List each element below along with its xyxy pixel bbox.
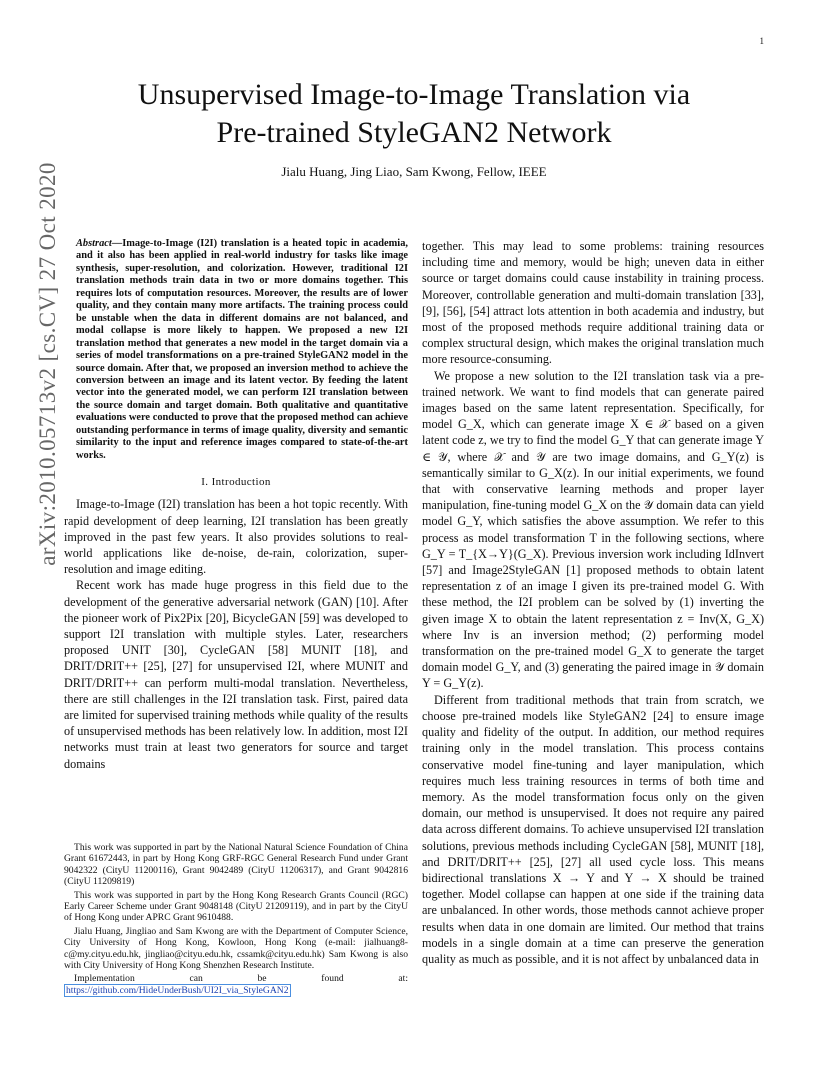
github-link[interactable]: https://github.com/HideUnderBush/UI2I_via_StyleGAN2 — [66, 984, 289, 996]
arxiv-stamp-text: arXiv:2010.05713v2 [cs.CV] 27 Oct 2020 — [35, 162, 60, 566]
footnote-funding-2: This work was supported in part by the Hong Kong Research Grants Council (RGC) Early Career Scheme under Grant 9048148 (CityU 21209119), and in part by the CityU of Hong Kong under APRC Grant 9610488. — [64, 889, 408, 924]
title-line-1: Unsupervised Image-to-Image Translation via — [137, 78, 691, 111]
author-list: Jialu Huang, Jing Liao, Sam Kwong, Fellow, IEEE — [281, 164, 547, 179]
abstract-label: Abstract — [76, 238, 112, 249]
page-number: 1 — [759, 36, 764, 46]
left-column — [64, 238, 408, 772]
intro-paragraph-1: Image-to-Image (I2I) translation has been a hot topic recently. With rapid development of deep learning, I2I translation has been greatly improved in the past few years. It also provides solutions to real-world applications like de-noise, de-rain, colorization, super-resolution and image editing. — [64, 497, 408, 577]
footnote-affiliation: Jialu Huang, Jingliao and Sam Kwong are with the Department of Computer Science, City University of Hong Kong, Kowloon, Hong Kong (e-mail: jialhuang8-c@my.cityu.edu.hk, jingliao@cityu.edu.hk, cssamk@cityu.edu.hk) Sam Kwong is also with City University of Hong Kong Shenzhen Research Institute. — [64, 925, 408, 972]
right-paragraph-3: Different from traditional methods that train from scratch, we choose pre-trained models like StyleGAN2 [24] to ensure image quality and fidelity of the output. In addition, our method requires training only in the model translation. This process contains conservative model fine-tuning and layer manipulation, which requires much less training resources in terms of both time and memory. As the model transformation focus only on the given domain, our method is unsupervised. It does not require any paired data across different domains. To achieve unsupervised I2I translation solutions, previous methods including CycleGAN [58], MUNIT [18], and DRIT/DRIT++ [25], [27] all used cycle loss. This means bidirectional translations X → Y and Y → X should be trained together. Model collapse can happen at one side if the training data are unbalanced. In other words, those methods cannot achieve proper results when data in one domain are limited. Our method that trains models in a single domain at a time can preserve the generation quality as much as possible, and it is not affect by unbalanced data in — [422, 692, 764, 966]
right-column — [422, 238, 764, 967]
paper-title — [60, 76, 768, 152]
abstract — [64, 238, 408, 462]
footnotes — [64, 842, 408, 998]
intro-paragraph-2: Recent work has made huge progress in this field due to the development of the generative adversarial network (GAN) [10]. After the pioneer work of Pix2Pix [20], BicycleGAN [59] was developed to support I2I translation with multiple styles. Later, researchers proposed UNIT [30], CycleGAN [58] MUNIT [18], and DRIT/DRIT++ [25], [27] for unsupervised I2I, where MUNIT and DRIT/DRIT++ can perform multi-modal translation. Nevertheless, there are still challenges in the I2I translation task. First, paired data are limited for supervised training methods while quality of the results of unsupervised methods has been relatively low. In addition, most I2I networks must train at least two generators for source and target domains — [64, 578, 408, 771]
title-line-2: Pre-trained StyleGAN2 Network — [216, 116, 612, 149]
right-paragraph-1: together. This may lead to some problems: training resources including time and memory, would be high; uneven data in either source or target domains could cause instability in training process. Moreover, controllable generation and multi-domain translation [33], [9], [56], [54] attract lots attention in both academia and industry, but most of the proposed methods require additional training data or complex structural design, which makes the original translation much more resource-consuming. — [422, 239, 764, 367]
impl-prefix: Implementation can be found at: — [74, 973, 408, 985]
footnote-implementation — [64, 973, 408, 996]
section-heading: I. Introduction — [201, 476, 271, 489]
right-paragraph-2: We propose a new solution to the I2I translation task via a pre-trained network. We want to find models that can generate paired images based on the same latent representation. Specifically, for model G_X, which can generate image X ∈ 𝒳 based on a given latent code z, we try to find the model G_Y that can generate image Y ∈ 𝒴, where 𝒳 and 𝒴 are two image domains, and G_Y(z) is semantically similar to G_X(z). In our initial experiments, we found that with conservative learning methods and proper layer manipulation, fine-tuning model G_X on the 𝒴 domain data can yield model G_Y, which satisfies the above assumption. We refer to this process as model transformation T in the following sections, where G_Y = T_{X→Y}(G_X). Previous inversion work including IdInvert [57] and Image2StyleGAN [1] proposed methods to obtain latent representation z of an image I given its pre-trained model G. With these method, the I2I problem can be solved by (1) inverting the given image X to obtain the latent representation z = Inv(X, G_X) where Inv is an inversion method; (2) performing model transformation on the pre-trained model G_X to generate the target domain model G_Y, and (3) generating the paired image in 𝒴 domain Y = G_Y(z). — [422, 368, 764, 691]
abstract-text: —Image-to-Image (I2I) translation is a heated topic in academia, and it also has been applied in real-world industry for tasks like image synthesis, super-resolution, and colorization. However, traditional I2I translation methods train data in two or more domains together. This requires lots of computation resources. Moreover, the results are of lower quality, and they contain many more artifacts. The training process could be unstable when the data in different domains are not balanced, and modal collapse is more likely to happen. We proposed a new I2I translation method that generates a new model in the target domain via a series of model transformations on a pre-trained StyleGAN2 model in the source domain. After that, we proposed an inversion method to achieve the conversion between an image and its latent vector. By feeding the latent vector into the generated model, we can perform I2I translation between the source domain and target domain. Both qualitative and quantitative evaluations were conducted to prove that the proposed method can achieve outstanding performance in terms of image quality, diversity and semantic similarity to the input and reference images compared to state-of-the-art works. — [76, 238, 408, 461]
footnote-funding-1: This work was supported in part by the National Natural Science Foundation of China Grant 61672443, in part by Hong Kong GRF-RGC General Research Fund under Grant 9042322 (CityU 11200116), Grant 9042489 (CityU 11206317), and Grant 9042816 (CityU 11209819) — [64, 842, 408, 888]
